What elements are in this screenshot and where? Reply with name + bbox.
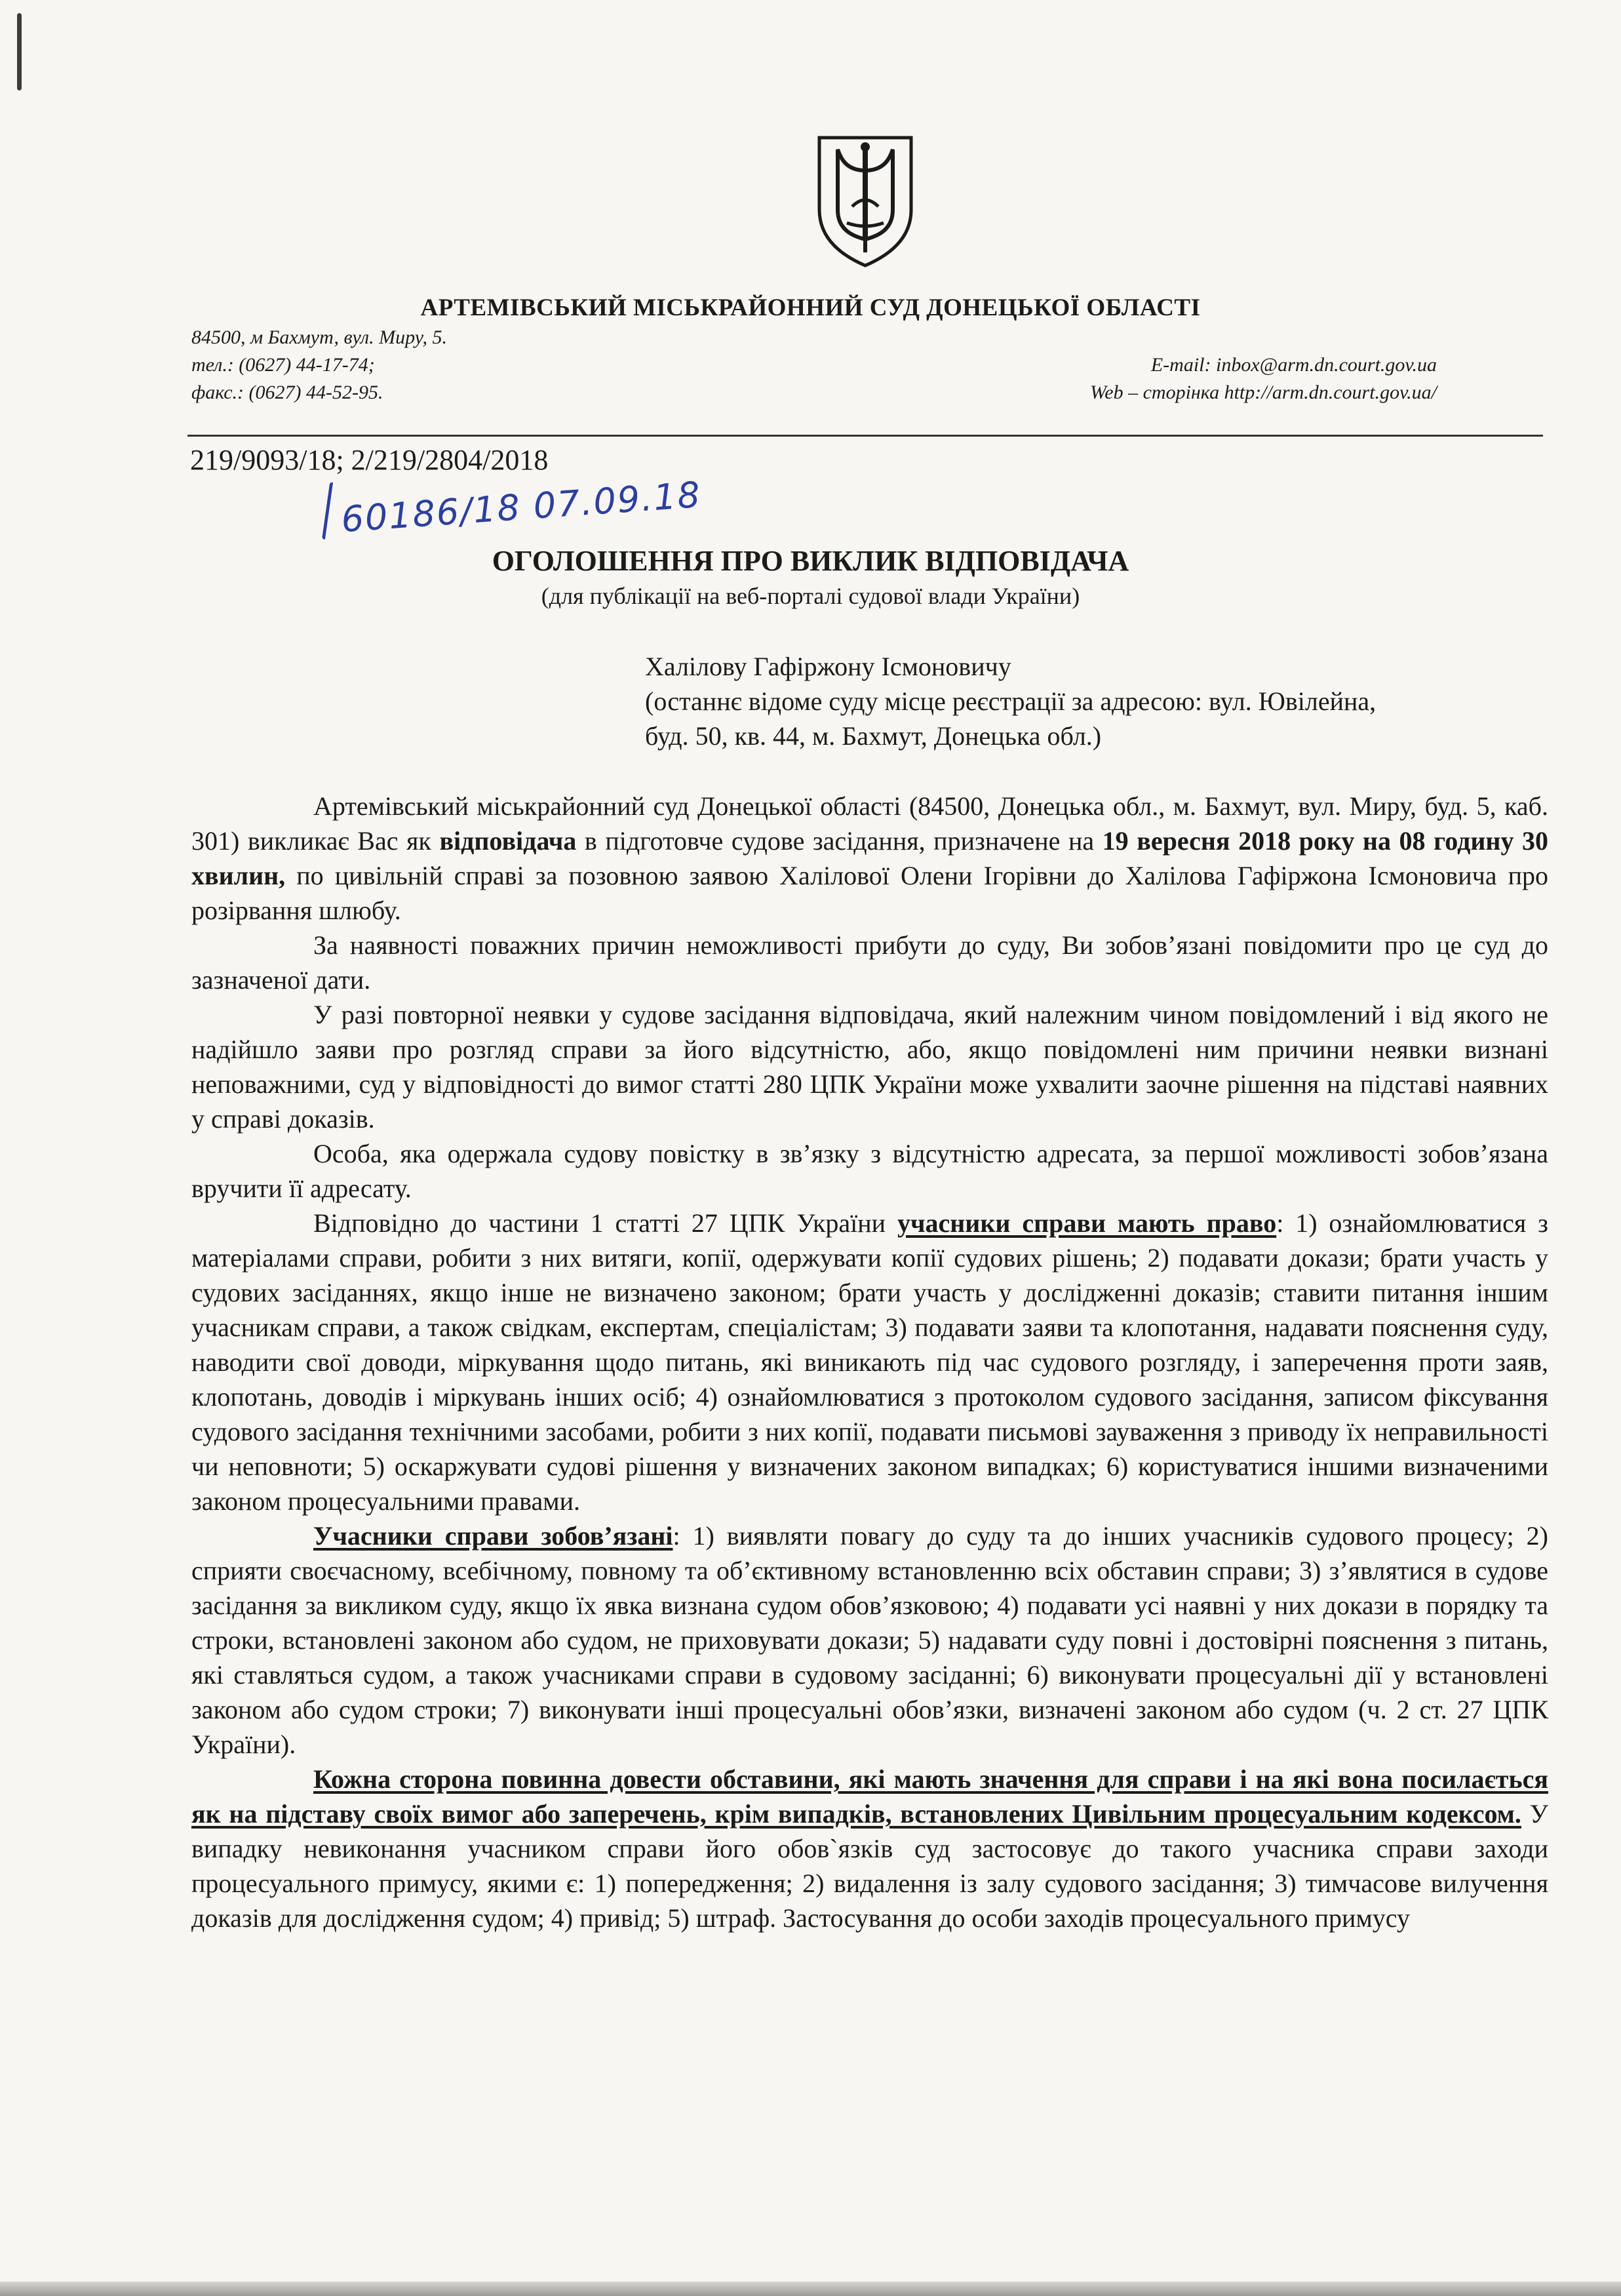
court-phone: тел.: (0627) 44-17-74; <box>191 354 375 376</box>
header-divider <box>187 435 1543 437</box>
court-fax: факс.: (0627) 44-52-95. <box>191 382 383 403</box>
scan-bottom-edge <box>0 2282 1621 2296</box>
hearing-date-time: 19 вересня 2018 року на 08 годину 30 хвилин, <box>191 826 1548 890</box>
paragraph-participant-rights <box>191 1206 1548 1518</box>
handwritten-bracket <box>322 482 342 541</box>
paragraph-default-judgment: У разі повторної неявки у судове засідання відповідача, який належним чином повідомлений і від якого не надійшло заяви про розгляд справи за його відсутністю, або, якщо повідомлені ним причини неявки визнані неповажними, суд у відповідності до вимог статті 280 ЦПК України може ухвалити заочне рішення на підставі наявних у справі доказів. <box>191 1000 1548 1134</box>
scan-edge-mark <box>17 13 22 90</box>
contacts-right <box>1090 351 1437 406</box>
rights-heading: учасники справи мають право <box>897 1208 1277 1238</box>
court-name: АРТЕМІВСЬКИЙ МІСЬКРАЙОННИЙ СУД ДОНЕЦЬКОЇ ОБЛАСТІ <box>420 294 1201 321</box>
addressee-name: Халілову Гафіржону Ісмоновичу <box>645 652 1011 681</box>
duties-heading: Учасники справи зобов’язані <box>313 1521 673 1551</box>
paragraph-summons <box>191 789 1548 928</box>
summons-text-1: Артемівський міськрайонний суд Донецької області (84500, Донецька обл., м. Бахмут, вул. Миру, буд. 5, каб. 301) викликає Вас як <box>191 791 1548 856</box>
summons-text-3: по цивільній справі за позовною заявою Халілової Олени Ігорівни до Халілова Гафіржона Ісмоновича про розірвання шлюбу. <box>191 861 1548 925</box>
court-email: E-mail: inbox@arm.dn.court.gov.ua <box>1150 354 1437 376</box>
paragraph-burden-of-proof <box>191 1762 1548 1935</box>
rights-intro: Відповідно до частини 1 статті 27 ЦПК України <box>313 1208 897 1238</box>
paragraph-notify-court: За наявності поважних причин неможливості прибути до суду, Ви зобов’язані повідомити про це суд до зазначеної дати. <box>191 930 1548 995</box>
duties-list: : 1) виявляти повагу до суду та до інших учасників судового процесу; 2) сприяти своєчасному, всебічному, повному та об’єктивному встановленню всіх обставин справи; 3) з’являтися в судове засідання за викликом суду, якщо їх явка визнана судом обов’язковою; 4) подавати усі наявні у них докази в порядку та строки, встановлені законом або судом, не приховувати докази; 5) надавати суду повні і достовірні пояснення з питань, які ставляться судом, а також учасниками справи в судовому засіданні; 6) виконувати процесуальні дії у встановлені законом або судом строки; 7) виконувати інші процесуальні обов’язки, визначені законом або судом (ч. 2 ст. 27 ЦПК України). <box>191 1521 1548 1759</box>
document-title: ОГОЛОШЕННЯ ПРО ВИКЛИК ВІДПОВІДАЧА <box>492 545 1129 577</box>
addressee-block <box>645 649 1550 753</box>
addressee-address-line-1: (останнє відоме суду місце реєстрації за адресою: вул. Ювілейна, <box>645 686 1377 716</box>
case-number: 219/9093/18; 2/219/2804/2018 <box>190 444 549 476</box>
notice-body <box>191 789 1548 1935</box>
summons-role: відповідача <box>439 826 577 856</box>
paragraph-summons-delivery: Особа, яка одержала судову повістку в зв’язку з відсутністю адресата, за першої можливості зобов’язана вручити її адресату. <box>191 1139 1548 1203</box>
trident-emblem-icon <box>806 131 924 269</box>
court-address: 84500, м Бахмут, вул. Миру, 5. <box>191 327 448 348</box>
document-subtitle: (для публікації на веб-порталі судової влади України) <box>541 583 1080 609</box>
paragraph-participant-duties <box>191 1518 1548 1762</box>
procedural-coercion-text: У випадку невиконання учасником справи його обов`язків суд застосовує до такого учасника справи заходи процесуального примусу, якими є: 1) попередження; 2) видалення із залу судового засідання; 3) тимчасове вилучення доказів для дослідження судом; 4) привід; 5) штраф. Застосування до особи заходів процесуального примусу <box>191 1799 1548 1933</box>
court-website: Web – сторінка http://arm.dn.court.gov.ua/ <box>1090 382 1437 403</box>
court-contacts <box>191 324 1437 409</box>
handwritten-registration-note: 60186/18 07.09.18 <box>340 473 703 541</box>
contacts-left <box>191 324 447 406</box>
addressee-address-line-2: буд. 50, кв. 44, м. Бахмут, Донецька обл.) <box>645 721 1102 751</box>
burden-of-proof-statement: Кожна сторона повинна довести обставини, які мають значення для справи і на які вона посилається як на підставу своїх вимог або заперечень, крім випадків, встановлених Цивільним процесуальним кодексом. <box>191 1764 1548 1829</box>
summons-text-2: в підготовче судове засідання, призначене на <box>576 826 1103 856</box>
rights-list: : 1) ознайомлюватися з матеріалами справи, робити з них витяги, копії, одержувати копії судових рішень; 2) подавати докази; брати участь у судових засіданнях, якщо інше не визначено законом; брати участь у дослідженні доказів; ставити питання іншим учасникам справи, а також свідкам, експертам, спеціалістам; 3) подавати заяви та клопотання, надавати пояснення суду, наводити свої доводи, міркування щодо питань, які виникають під час судового розгляду, і заперечення проти заяв, клопотань, доводів і міркувань інших осіб; 4) ознайомлюватися з протоколом судового засідання, записом фіксування судового засідання технічними засобами, робити з них копії, подавати письмові зауваження з приводу їх неправильності чи неповноти; 5) оскаржувати судові рішення у визначених законом випадках; 6) користуватися іншими визначеними законом процесуальними правами. <box>191 1208 1548 1516</box>
